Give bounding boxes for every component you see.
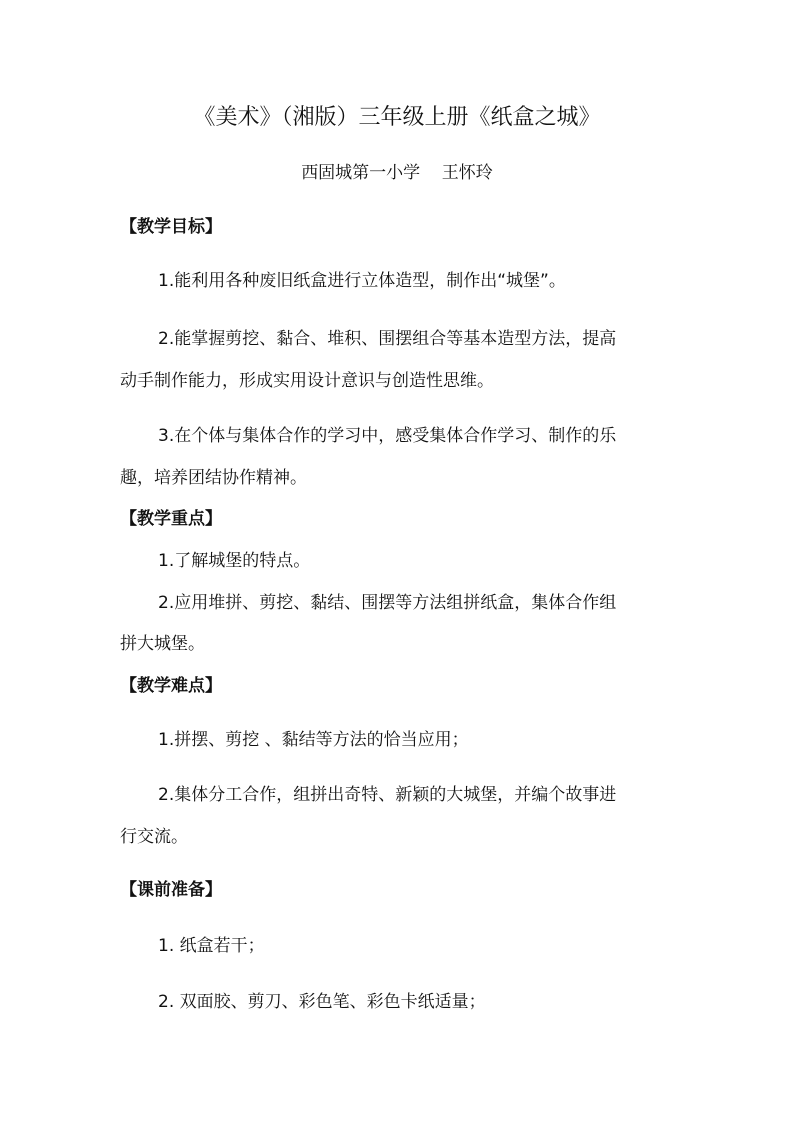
author-line: 西固城第一小学 王怀玲 — [301, 163, 493, 183]
preparation-line-2: 2. 双面胶、剪刀、彩色笔、彩色卡纸适量； — [158, 992, 486, 1012]
key-points-line-3: 拼大城堡。 — [120, 634, 205, 654]
document-title: 《美术》（湘版）三年级上册《纸盒之城》 — [193, 105, 601, 130]
objectives-heading: 【教学目标】 — [120, 217, 222, 237]
key-points-line-1: 1.了解城堡的特点。 — [158, 551, 311, 571]
key-points-heading: 【教学重点】 — [120, 509, 222, 529]
objectives-line-1: 1.能利用各种废旧纸盒进行立体造型，制作出“城堡”。 — [158, 271, 566, 291]
difficulties-line-1: 1.拼摆、剪挖 、黏结等方法的恰当应用； — [158, 730, 469, 750]
objectives-line-2: 2.能掌握剪挖、黏合、堆积、围摆组合等基本造型方法，提高 — [158, 329, 617, 349]
preparation-line-1: 1. 纸盒若干； — [158, 936, 265, 956]
difficulties-line-3: 行交流。 — [120, 827, 188, 847]
key-points-line-2: 2.应用堆拼、剪挖、黏结、围摆等方法组拼纸盒，集体合作组 — [158, 593, 617, 613]
objectives-line-3: 动手制作能力，形成实用设计意识与创造性思维。 — [120, 371, 494, 391]
difficulties-line-2: 2.集体分工合作，组拼出奇特、新颖的大城堡，并编个故事进 — [158, 785, 617, 805]
preparation-heading: 【课前准备】 — [120, 880, 222, 900]
objectives-line-4: 3.在个体与集体合作的学习中，感受集体合作学习、制作的乐 — [158, 426, 617, 446]
difficulties-heading: 【教学难点】 — [120, 676, 222, 696]
objectives-line-5: 趣，培养团结协作精神。 — [120, 468, 307, 488]
